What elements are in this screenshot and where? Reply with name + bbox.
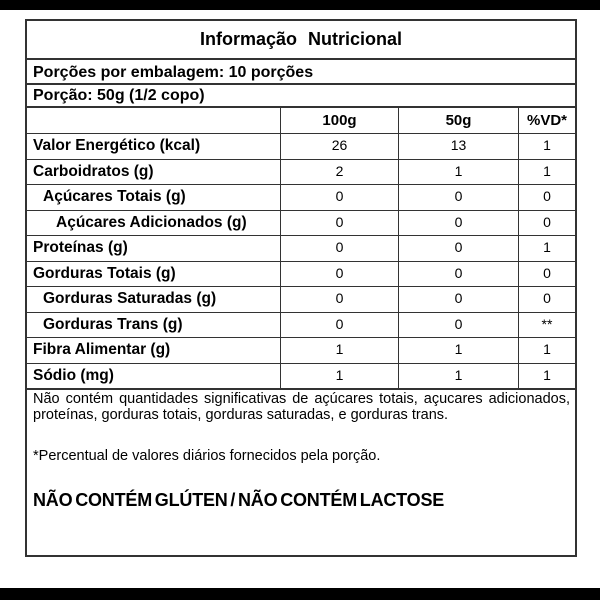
value-50g: 0 [398, 262, 518, 287]
table-row-gorduras-saturadas [27, 286, 575, 312]
value-50g: 13 [398, 134, 518, 159]
nutrient-name: Açúcares Totais (g) [43, 188, 186, 205]
table-row-acucares-adicionados [27, 210, 575, 236]
value-vd: 1 [518, 160, 575, 185]
no-significant-amounts-note: Não contém quantidades significativas de açúcares totais, açucares adicionados, proteínas, gorduras totais, gorduras saturadas, e gorduras trans. [33, 391, 570, 423]
bottom-black-bar [0, 588, 600, 600]
value-50g: 0 [398, 185, 518, 210]
table-row-valor-energetico [27, 133, 575, 159]
nutrient-name: Proteínas (g) [33, 239, 128, 256]
daily-values-note: *Percentual de valores diários fornecidos pela porção. [33, 448, 381, 464]
value-vd: 0 [518, 185, 575, 210]
value-100g: 0 [280, 313, 398, 338]
value-50g: 1 [398, 160, 518, 185]
nutrient-name: Açúcares Adicionados (g) [56, 213, 247, 231]
table-row-fibra-alimentar [27, 337, 575, 363]
serving-size: Porção: 50g (1/2 copo) [27, 83, 575, 106]
value-50g: 0 [398, 287, 518, 312]
nutrient-name: Valor Energético (kcal) [33, 137, 201, 154]
allergen-statement: NÃO CONTÉM GLÚTEN / NÃO CONTÉM LACTOSE [33, 490, 445, 510]
value-50g: 0 [398, 211, 518, 236]
value-50g: 0 [398, 236, 518, 261]
value-100g: 0 [280, 236, 398, 261]
value-100g: 0 [280, 287, 398, 312]
nutrient-name: Fibra Alimentar (g) [33, 341, 171, 358]
table-row-acucares-totais [27, 184, 575, 210]
label-title: Informação Nutricional [199, 29, 403, 49]
value-50g: 1 [398, 338, 518, 363]
value-100g: 26 [280, 134, 398, 159]
nutrition-facts-panel [25, 19, 577, 557]
table-row-proteinas [27, 235, 575, 261]
value-vd: 1 [518, 364, 575, 389]
value-vd: 0 [518, 262, 575, 287]
value-100g: 1 [280, 338, 398, 363]
table-row-carboidratos [27, 159, 575, 185]
nutrient-name: Gorduras Trans (g) [43, 315, 183, 333]
table-header-row [27, 106, 575, 133]
value-100g: 0 [280, 211, 398, 236]
table-row-sodio [27, 363, 575, 389]
value-vd: 1 [518, 338, 575, 363]
column-header-vd: %VD* [518, 108, 575, 133]
value-50g: 1 [398, 364, 518, 389]
value-vd: ** [518, 313, 575, 338]
table-row-gorduras-totais [27, 261, 575, 287]
servings-per-package: Porções por embalagem: 10 porções [27, 58, 575, 83]
nutrient-name: Gorduras Totais (g) [33, 264, 176, 282]
table-row-gorduras-trans [27, 312, 575, 338]
nutrient-name: Sódio (mg) [33, 366, 114, 384]
nutrient-name: Carboidratos (g) [33, 162, 154, 180]
value-vd: 1 [518, 236, 575, 261]
value-vd: 0 [518, 287, 575, 312]
column-header-empty [27, 108, 280, 133]
value-100g: 0 [280, 262, 398, 287]
value-vd: 1 [518, 134, 575, 159]
value-100g: 2 [280, 160, 398, 185]
column-header-50g: 50g [398, 108, 518, 133]
footer-notes [27, 388, 575, 549]
value-100g: 0 [280, 185, 398, 210]
top-black-bar [0, 0, 600, 10]
nutrient-name: Gorduras Saturadas (g) [43, 290, 217, 307]
value-100g: 1 [280, 364, 398, 389]
value-vd: 0 [518, 211, 575, 236]
column-header-100g: 100g [280, 108, 398, 133]
value-50g: 0 [398, 313, 518, 338]
